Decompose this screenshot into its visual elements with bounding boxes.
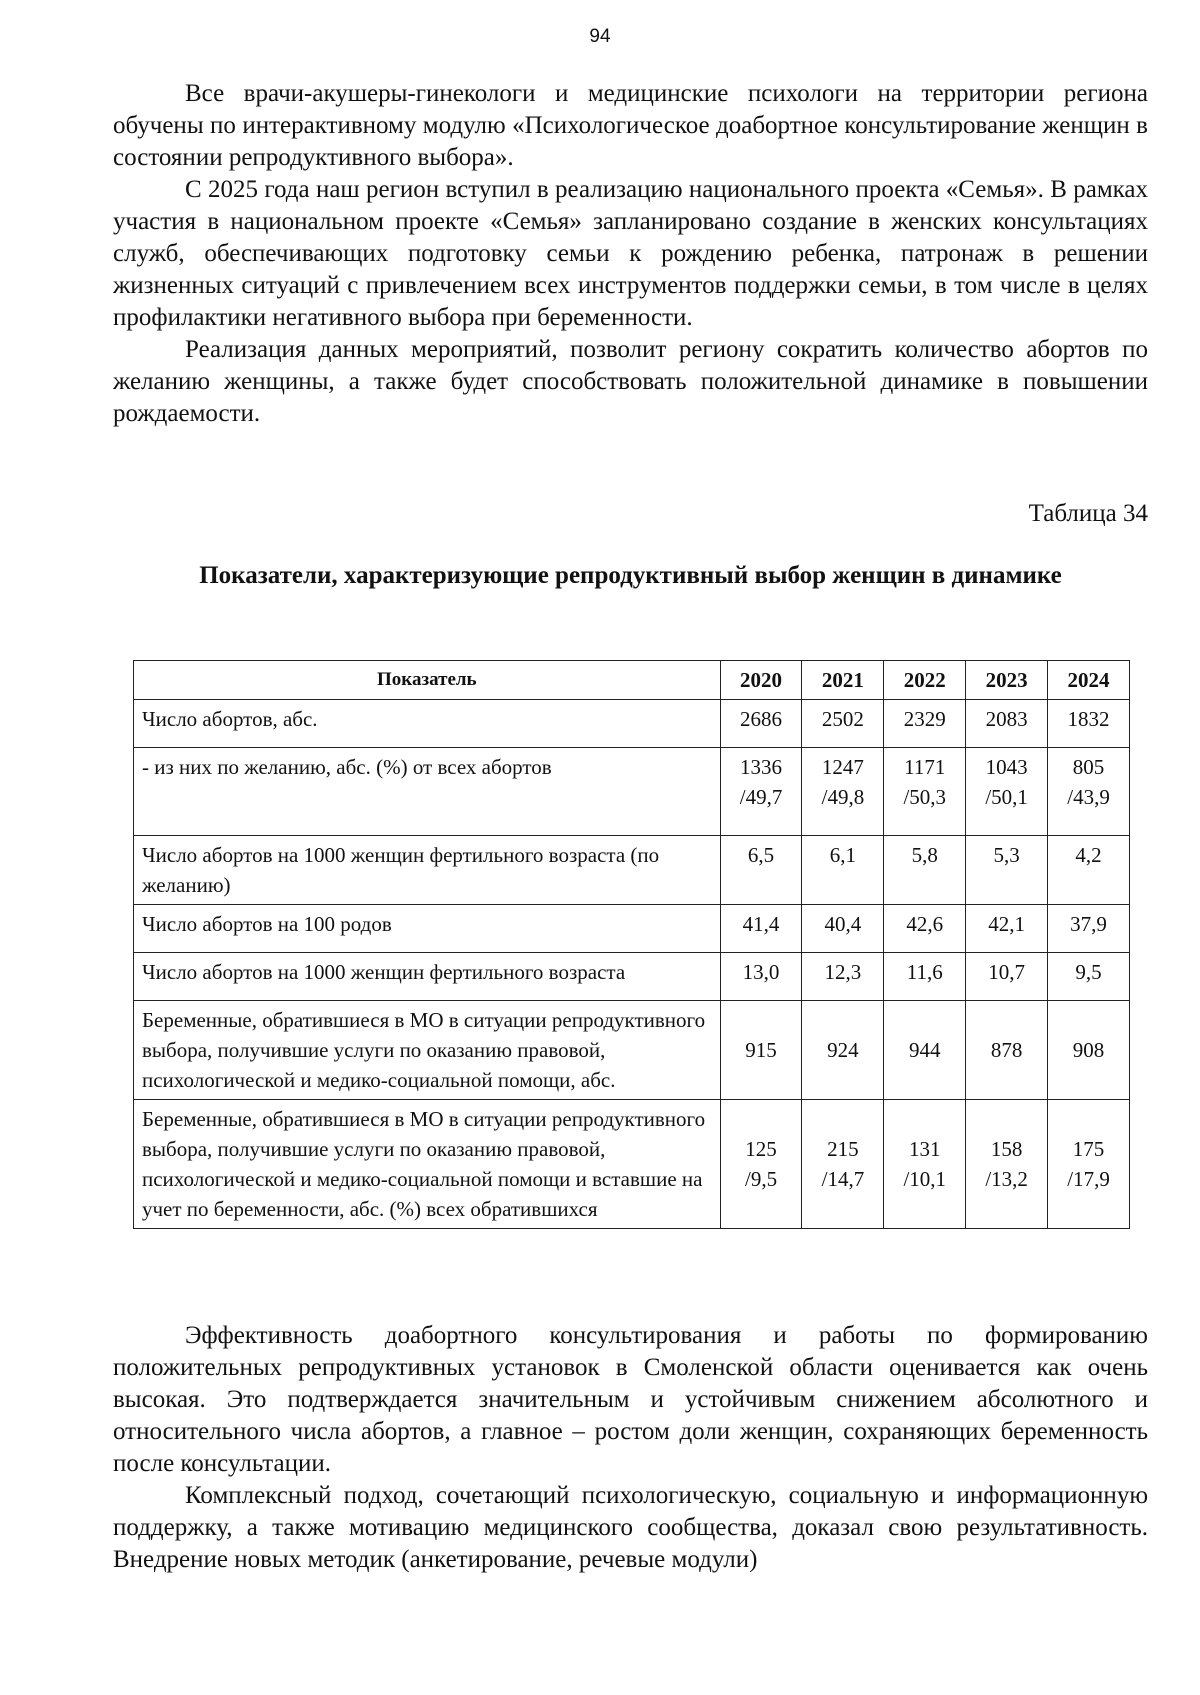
cell-value: 4,2 (1048, 836, 1130, 905)
cell-value: 1832 (1048, 700, 1130, 748)
intro-text (113, 78, 1148, 430)
header-year: 2024 (1048, 661, 1130, 700)
cell-value: 5,3 (966, 836, 1048, 905)
cell-value: 12,3 (802, 953, 884, 1001)
table-label: Таблица 34 (1028, 500, 1148, 527)
header-indicator: Показатель (134, 661, 721, 700)
row-label: Беременные, обратившиеся в МО в ситуации репродуктивного выбора, получившие услуги по оказанию правовой, психологической и медико-социальной помощи, абс. (134, 1001, 721, 1100)
cell-value: 13,0 (720, 953, 802, 1001)
table-title: Показатели, характеризующие репродуктивный выбор женщин в динамике (199, 562, 1062, 589)
cell-value: 42,6 (884, 905, 966, 953)
cell-value: 158 /13,2 (966, 1100, 1048, 1229)
cell-value: 41,4 (720, 905, 802, 953)
cell-value: 1336 /49,7 (720, 748, 802, 836)
row-label: Число абортов, абс. (134, 700, 721, 748)
cell-value: 915 (720, 1001, 802, 1100)
cell-value: 1171 /50,3 (884, 748, 966, 836)
row-label: Число абортов на 1000 женщин фертильного возраста (по желанию) (134, 836, 721, 905)
cell-value: 2329 (884, 700, 966, 748)
cell-value: 215 /14,7 (802, 1100, 884, 1229)
cell-value: 37,9 (1048, 905, 1130, 953)
table-header-row (134, 661, 1130, 700)
row-label: Беременные, обратившиеся в МО в ситуации репродуктивного выбора, получившие услуги по оказанию правовой, психологической и медико-социальной помощи и вставшие на учет по беременности, абс. (%) всех обратившихся (134, 1100, 721, 1229)
cell-value: 40,4 (802, 905, 884, 953)
paragraph: Комплексный подход, сочетающий психологическую, социальную и информационную поддержку, а также мотивацию медицинского сообщества, доказал свою результативность. Внедрение новых методик (анкетирование, речевые модули) (113, 1482, 1148, 1573)
cell-value: 125 /9,5 (720, 1100, 802, 1229)
cell-value: 944 (884, 1001, 966, 1100)
cell-value: 908 (1048, 1001, 1130, 1100)
header-year: 2022 (884, 661, 966, 700)
indicators-table (133, 660, 1130, 1229)
cell-value: 9,5 (1048, 953, 1130, 1001)
table-row (134, 700, 1130, 748)
cell-value: 10,7 (966, 953, 1048, 1001)
page-number: 94 (589, 26, 611, 47)
table-row (134, 905, 1130, 953)
table-row (134, 953, 1130, 1001)
cell-value: 924 (802, 1001, 884, 1100)
cell-value: 6,5 (720, 836, 802, 905)
table-row (134, 836, 1130, 905)
paragraph: Эффективность доабортного консультирования и работы по формированию положительных репродуктивных установок в Смоленской области оценивается как очень высокая. Это подтверждается значительным и устойчивым снижением абсолютного и относительного числа абортов, а главное – ростом доли женщин, сохраняющих беременность после консультации. (113, 1322, 1148, 1477)
paragraph: С 2025 года наш регион вступил в реализацию национального проекта «Семья». В рамках участия в национальном проекте «Семья» запланировано создание в женских консультациях служб, обеспечивающих подготовку семьи к рождению ребенка, патронаж в решении жизненных ситуаций с привлечением всех инструментов поддержки семьи, в том числе в целях профилактики негативного выбора при беременности. (113, 176, 1148, 331)
paragraph: Реализация данных мероприятий, позволит региону сократить количество абортов по желанию женщины, а также будет способствовать положительной динамике в повышении рождаемости. (113, 336, 1148, 427)
cell-value: 5,8 (884, 836, 966, 905)
cell-value: 878 (966, 1001, 1048, 1100)
table-row (134, 748, 1130, 836)
cell-value: 1247 /49,8 (802, 748, 884, 836)
table-row (134, 1001, 1130, 1100)
cell-value: 175 /17,9 (1048, 1100, 1130, 1229)
paragraph: Все врачи-акушеры-гинекологи и медицинские психологи на территории региона обучены по интерактивному модулю «Психологическое доабортное консультирование женщин в состоянии репродуктивного выбора». (113, 80, 1148, 171)
outro-text (113, 1320, 1148, 1576)
header-year: 2023 (966, 661, 1048, 700)
cell-value: 6,1 (802, 836, 884, 905)
cell-value: 2083 (966, 700, 1048, 748)
cell-value: 2686 (720, 700, 802, 748)
table-row (134, 1100, 1130, 1229)
header-year: 2020 (720, 661, 802, 700)
cell-value: 1043 /50,1 (966, 748, 1048, 836)
cell-value: 42,1 (966, 905, 1048, 953)
row-label: Число абортов на 1000 женщин фертильного возраста (134, 953, 721, 1001)
cell-value: 805 /43,9 (1048, 748, 1130, 836)
cell-value: 11,6 (884, 953, 966, 1001)
row-label: - из них по желанию, абс. (%) от всех абортов (134, 748, 721, 836)
cell-value: 131 /10,1 (884, 1100, 966, 1229)
header-year: 2021 (802, 661, 884, 700)
cell-value: 2502 (802, 700, 884, 748)
row-label: Число абортов на 100 родов (134, 905, 721, 953)
